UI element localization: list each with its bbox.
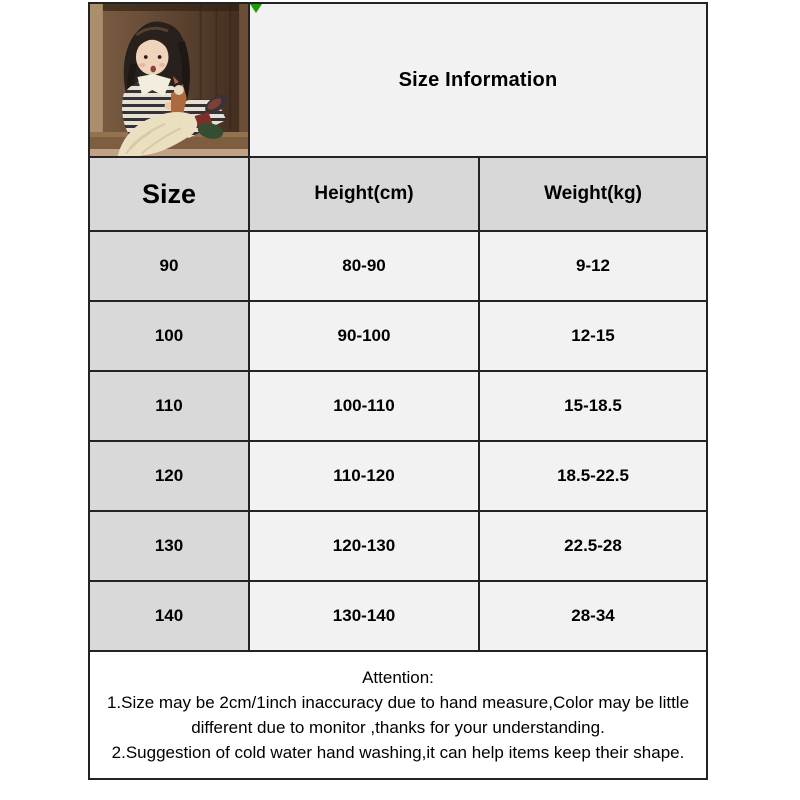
size-value: 110	[89, 371, 249, 441]
product-photo	[89, 3, 249, 157]
table-row	[89, 441, 707, 511]
height-value: 80-90	[249, 231, 479, 301]
size-value: 140	[89, 581, 249, 651]
table-row	[89, 371, 707, 441]
height-value: 120-130	[249, 511, 479, 581]
table-header-row	[89, 157, 707, 231]
table-row	[89, 231, 707, 301]
attention-note	[89, 651, 707, 779]
column-header-size: Size	[89, 157, 249, 231]
size-value: 120	[89, 441, 249, 511]
page-title: Size Information	[398, 68, 558, 91]
attention-line: different due to monitor ,thanks for your understanding.	[191, 718, 605, 737]
height-value: 130-140	[249, 581, 479, 651]
column-header-height: Height(cm)	[249, 157, 479, 231]
height-value: 100-110	[249, 371, 479, 441]
weight-value: 28-34	[479, 581, 707, 651]
weight-value: 15-18.5	[479, 371, 707, 441]
attention-row	[89, 651, 707, 779]
weight-value: 12-15	[479, 301, 707, 371]
height-value: 110-120	[249, 441, 479, 511]
child-photo-illustration	[90, 4, 248, 156]
column-header-weight: Weight(kg)	[479, 157, 707, 231]
size-value: 130	[89, 511, 249, 581]
height-value: 90-100	[249, 301, 479, 371]
size-chart-sheet	[88, 2, 706, 780]
table-row	[89, 581, 707, 651]
top-row	[89, 3, 707, 157]
size-value: 90	[89, 231, 249, 301]
weight-value: 22.5-28	[479, 511, 707, 581]
corner-marker-icon	[250, 4, 262, 13]
title-cell	[249, 3, 707, 157]
table-row	[89, 301, 707, 371]
attention-line: 2.Suggestion of cold water hand washing,it can help items keep their shape.	[111, 743, 685, 762]
weight-value: 18.5-22.5	[479, 441, 707, 511]
attention-heading: Attention:	[362, 668, 434, 687]
weight-value: 9-12	[479, 231, 707, 301]
size-table	[88, 2, 708, 780]
table-row	[89, 511, 707, 581]
size-value: 100	[89, 301, 249, 371]
attention-line: 1.Size may be 2cm/1inch inaccuracy due to hand measure,Color may be little	[106, 693, 690, 712]
